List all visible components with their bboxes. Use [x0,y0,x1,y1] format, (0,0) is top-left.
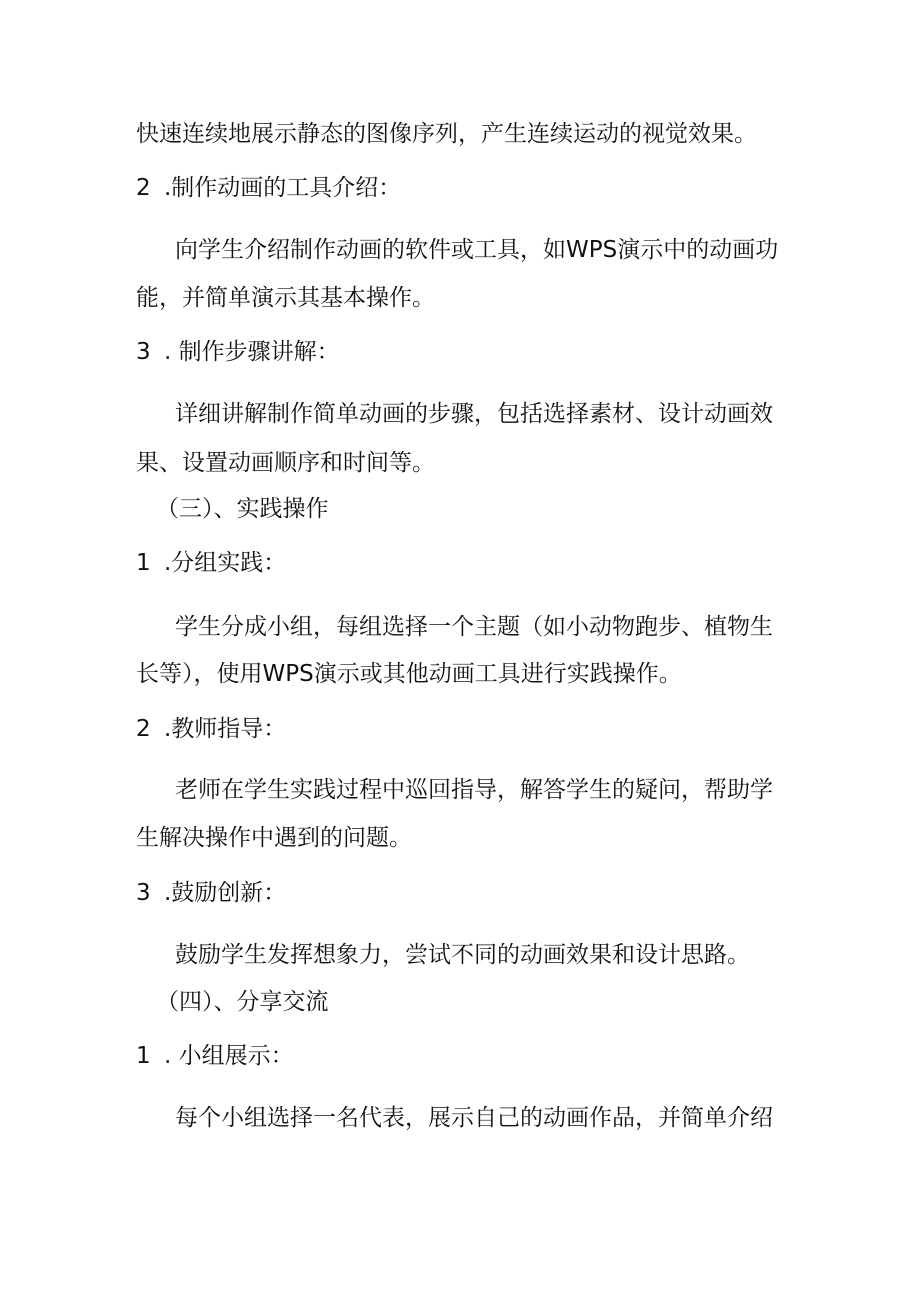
paragraph-line: 学生分成小组，每组选择一个主题（如小动物跑步、植物生 [175,614,773,640]
numbered-heading [136,879,286,907]
paragraph-line: 详细讲解制作简单动画的步骤，包括选择素材、设计动画效 [175,401,773,427]
heading-number: 3 [136,339,151,365]
heading-number: 1 [136,1043,151,1069]
section-heading: （三）、实践操作 [156,496,329,522]
heading-number: 2 [136,716,151,742]
heading-text: .教师指导： [164,716,287,742]
heading-text: . 制作步骤讲解： [164,339,340,365]
numbered-heading [136,549,286,577]
paragraph-line: 生解决操作中遇到的问题。 [136,825,412,851]
heading-number: 3 [136,880,151,906]
paragraph-line: 向学生介绍制作动画的软件或工具，如WPS演示中的动画功 [175,237,779,263]
heading-text: .分组实践： [164,550,287,576]
paragraph-line: 老师在学生实践过程中巡回指导，解答学生的疑问，帮助学 [175,777,773,803]
numbered-heading [136,338,340,366]
heading-number: 1 [136,550,151,576]
heading-number: 2 [136,175,151,201]
heading-text: .制作动画的工具介绍： [164,175,402,201]
heading-text: . 小组展示： [164,1043,294,1069]
numbered-heading [136,715,286,743]
paragraph-line: 能，并简单演示其基本操作。 [136,285,435,311]
paragraph-line: 每个小组选择一名代表，展示自己的动画作品，并简单介绍 [175,1105,773,1131]
paragraph-line: 鼓励学生发挥想象力，尝试不同的动画效果和设计思路。 [175,942,750,968]
paragraph-line: 快速连续地展示静态的图像序列，产生连续运动的视觉效果。 [136,121,757,147]
section-heading: （四）、分享交流 [156,989,329,1015]
numbered-heading [136,174,401,202]
numbered-heading [136,1042,294,1070]
paragraph-line: 长等），使用WPS演示或其他动画工具进行实践操作。 [136,661,682,687]
paragraph-line: 果、设置动画顺序和时间等。 [136,450,435,476]
heading-text: .鼓励创新： [164,880,287,906]
